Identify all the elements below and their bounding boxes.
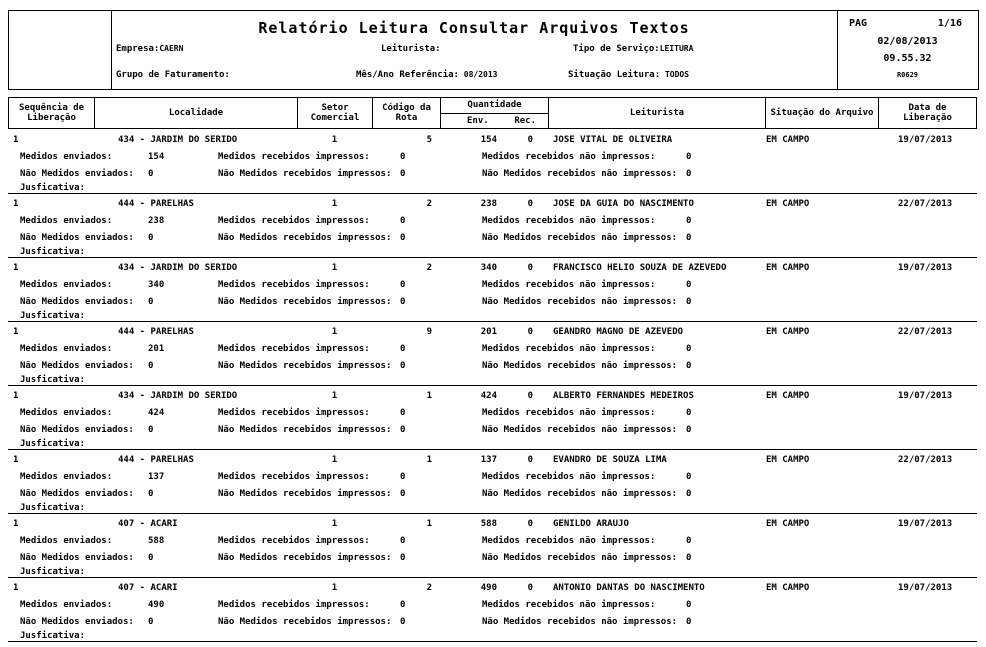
nao-medidos-enviados-label: Não Medidos enviados: — [20, 233, 134, 243]
medidos-enviados-label: Medidos enviados: — [20, 536, 113, 546]
col-codigo-rota: Código da Rota — [373, 98, 441, 128]
localidade-value: 434 - JARDIM DO SERIDO — [118, 391, 238, 401]
medidos-recebidos-impressos-value: 0 — [400, 152, 406, 162]
medidos-enviados-label: Medidos enviados: — [20, 152, 113, 162]
justificativa-label: Jusficativa: — [20, 439, 86, 449]
justificativa-label: Jusficativa: — [20, 247, 86, 257]
nao-medidos-recebidos-impressos-label: Não Medidos recebidos impressos: — [218, 169, 392, 179]
medidos-recebidos-impressos-value: 0 — [400, 216, 406, 226]
grupo-faturamento-label: Grupo de Faturamento: — [116, 70, 230, 80]
nao-medidos-enviados-label: Não Medidos enviados: — [20, 297, 134, 307]
nao-medidos-enviados-label: Não Medidos enviados: — [20, 617, 134, 627]
nao-medidos-enviados-value: 0 — [148, 425, 154, 435]
nao-medidos-recebidos-nao-impressos-value: 0 — [686, 233, 692, 243]
medidos-recebidos-nao-impressos-value: 0 — [686, 408, 692, 418]
medidos-recebidos-nao-impressos-label: Medidos recebidos não impressos: — [482, 536, 656, 546]
medidos-recebidos-impressos-label: Medidos recebidos impressos: — [218, 600, 370, 610]
nao-medidos-recebidos-impressos-label: Não Medidos recebidos impressos: — [218, 553, 392, 563]
localidade-value: 434 - JARDIM DO SERIDO — [118, 135, 238, 145]
rota-value: 5 — [426, 135, 432, 145]
situacao-arquivo-value: EM CAMPO — [766, 199, 810, 209]
nao-medidos-recebidos-nao-impressos-label: Não Medidos recebidos não impressos: — [482, 425, 678, 435]
nao-medidos-recebidos-nao-impressos-value: 0 — [686, 169, 692, 179]
nao-medidos-enviados-value: 0 — [148, 361, 154, 371]
medidos-enviados-value: 588 — [148, 536, 165, 546]
report-time: 09.55.32 — [883, 53, 932, 64]
leiturista-value: JOSE VITAL DE OLIVEIRA — [553, 135, 673, 145]
data-liberacao-value: 19/07/2013 — [898, 263, 953, 273]
nao-medidos-recebidos-impressos-label: Não Medidos recebidos impressos: — [218, 617, 392, 627]
env-value: 490 — [480, 583, 497, 593]
rota-value: 1 — [426, 519, 432, 529]
data-liberacao-value: 22/07/2013 — [898, 455, 953, 465]
report-header — [8, 10, 979, 90]
data-liberacao-value: 19/07/2013 — [898, 519, 953, 529]
nao-medidos-recebidos-nao-impressos-value: 0 — [686, 553, 692, 563]
medidos-recebidos-impressos-label: Medidos recebidos impressos: — [218, 152, 370, 162]
tipo-servico-field — [573, 44, 693, 54]
rota-value: 1 — [426, 391, 432, 401]
data-liberacao-value: 19/07/2013 — [898, 391, 953, 401]
justificativa-label: Jusficativa: — [20, 567, 86, 577]
medidos-enviados-value: 424 — [148, 408, 165, 418]
medidos-recebidos-impressos-label: Medidos recebidos impressos: — [218, 408, 370, 418]
medidos-enviados-label: Medidos enviados: — [20, 408, 113, 418]
pag-label: PAG — [849, 18, 868, 29]
situacao-arquivo-value: EM CAMPO — [766, 135, 810, 145]
rec-value: 0 — [527, 583, 533, 593]
col-situacao-arquivo: Situação do Arquivo — [766, 98, 879, 128]
medidos-recebidos-impressos-value: 0 — [400, 472, 406, 482]
nao-medidos-enviados-label: Não Medidos enviados: — [20, 425, 134, 435]
medidos-recebidos-nao-impressos-value: 0 — [686, 152, 692, 162]
empresa-label: Empresa: — [116, 44, 160, 54]
medidos-recebidos-impressos-label: Medidos recebidos impressos: — [218, 472, 370, 482]
localidade-value: 407 - ACARI — [118, 519, 178, 529]
medidos-recebidos-nao-impressos-value: 0 — [686, 344, 692, 354]
table-row — [8, 322, 977, 386]
col-quantidade: Quantidade Env. Rec. — [441, 98, 549, 128]
env-value: 238 — [480, 199, 497, 209]
mes-ano-field — [356, 70, 498, 80]
situacao-arquivo-value: EM CAMPO — [766, 519, 810, 529]
localidade-value: 434 - JARDIM DO SERIDO — [118, 263, 238, 273]
nao-medidos-enviados-value: 0 — [148, 553, 154, 563]
leiturista-value: GEANDRO MAGNO DE AZEVEDO — [553, 327, 684, 337]
medidos-recebidos-nao-impressos-value: 0 — [686, 600, 692, 610]
nao-medidos-recebidos-nao-impressos-value: 0 — [686, 489, 692, 499]
empresa-value: CAERN — [159, 44, 184, 53]
nao-medidos-recebidos-impressos-value: 0 — [400, 361, 406, 371]
medidos-recebidos-nao-impressos-value: 0 — [686, 216, 692, 226]
medidos-enviados-label: Medidos enviados: — [20, 344, 113, 354]
col-setor-comercial: Setor Comercial — [298, 98, 373, 128]
setor-value: 1 — [331, 583, 338, 593]
nao-medidos-recebidos-impressos-label: Não Medidos recebidos impressos: — [218, 297, 392, 307]
rota-value: 1 — [426, 455, 432, 465]
sequencia-value: 1 — [13, 199, 19, 209]
col-localidade: Localidade — [95, 98, 298, 128]
nao-medidos-recebidos-nao-impressos-label: Não Medidos recebidos não impressos: — [482, 297, 678, 307]
report-title: Relatório Leitura Consultar Arquivos Textos — [258, 19, 690, 37]
leiturista-value: JOSE DA GUIA DO NASCIMENTO — [553, 199, 694, 209]
leiturista-value: ALBERTO FERNANDES MEDEIROS — [553, 391, 694, 401]
nao-medidos-recebidos-nao-impressos-value: 0 — [686, 297, 692, 307]
env-value: 340 — [480, 263, 497, 273]
medidos-recebidos-impressos-value: 0 — [400, 408, 406, 418]
report-code: R0629 — [896, 71, 919, 79]
data-liberacao-value: 19/07/2013 — [898, 135, 953, 145]
col-data-liberacao: Data de Liberação — [903, 103, 952, 123]
sequencia-value: 1 — [13, 391, 19, 401]
col-quantidade-sub — [441, 114, 548, 129]
setor-value: 1 — [331, 199, 338, 209]
situacao-arquivo-value: EM CAMPO — [766, 583, 810, 593]
medidos-recebidos-impressos-value: 0 — [400, 280, 406, 290]
medidos-recebidos-impressos-value: 0 — [400, 600, 406, 610]
nao-medidos-recebidos-nao-impressos-label: Não Medidos recebidos não impressos: — [482, 233, 678, 243]
sequencia-value: 1 — [13, 455, 19, 465]
nao-medidos-recebidos-impressos-label: Não Medidos recebidos impressos: — [218, 361, 392, 371]
mes-ano-value: 08/2013 — [463, 70, 498, 79]
medidos-recebidos-impressos-value: 0 — [400, 344, 406, 354]
tipo-servico-label: Tipo de Serviço: — [573, 44, 660, 54]
situacao-leitura-value: TODOS — [664, 70, 690, 79]
leiturista-value: EVANDRO DE SOUZA LIMA — [553, 455, 667, 465]
justificativa-label: Jusficativa: — [20, 183, 86, 193]
medidos-recebidos-impressos-label: Medidos recebidos impressos: — [218, 536, 370, 546]
data-liberacao-value: 19/07/2013 — [898, 583, 953, 593]
page-info-box — [837, 11, 978, 89]
report-rows — [8, 130, 977, 642]
rota-value: 2 — [426, 199, 432, 209]
medidos-enviados-value: 137 — [148, 472, 165, 482]
col-rec: Rec. — [514, 115, 536, 126]
table-row — [8, 130, 977, 194]
setor-value: 1 — [331, 327, 338, 337]
medidos-recebidos-nao-impressos-value: 0 — [686, 536, 692, 546]
rota-value: 2 — [426, 263, 432, 273]
rec-value: 0 — [527, 519, 533, 529]
setor-value: 1 — [331, 391, 338, 401]
justificativa-label: Jusficativa: — [20, 375, 86, 385]
table-row — [8, 514, 977, 578]
localidade-value: 444 - PARELHAS — [118, 199, 194, 209]
col-leiturista: Leiturista — [549, 98, 766, 128]
nao-medidos-recebidos-impressos-label: Não Medidos recebidos impressos: — [218, 489, 392, 499]
nao-medidos-recebidos-nao-impressos-label: Não Medidos recebidos não impressos: — [482, 169, 678, 179]
rec-value: 0 — [527, 327, 533, 337]
medidos-recebidos-nao-impressos-value: 0 — [686, 472, 692, 482]
rec-value: 0 — [527, 199, 533, 209]
situacao-arquivo-value: EM CAMPO — [766, 391, 810, 401]
situacao-arquivo-value: EM CAMPO — [766, 263, 810, 273]
medidos-enviados-value: 201 — [148, 344, 165, 354]
nao-medidos-enviados-value: 0 — [148, 489, 154, 499]
nao-medidos-recebidos-impressos-value: 0 — [400, 553, 406, 563]
nao-medidos-enviados-value: 0 — [148, 297, 154, 307]
report-date: 02/08/2013 — [877, 36, 938, 47]
medidos-recebidos-impressos-label: Medidos recebidos impressos: — [218, 216, 370, 226]
situacao-leitura-field — [568, 70, 689, 80]
nao-medidos-recebidos-nao-impressos-label: Não Medidos recebidos não impressos: — [482, 617, 678, 627]
medidos-recebidos-impressos-label: Medidos recebidos impressos: — [218, 344, 370, 354]
leiturista-label: Leiturista: — [381, 44, 441, 54]
medidos-enviados-label: Medidos enviados: — [20, 216, 113, 226]
medidos-recebidos-nao-impressos-label: Medidos recebidos não impressos: — [482, 600, 656, 610]
table-row — [8, 450, 977, 514]
nao-medidos-recebidos-impressos-value: 0 — [400, 617, 406, 627]
table-row — [8, 386, 977, 450]
rota-value: 9 — [426, 327, 432, 337]
empresa-field — [116, 44, 183, 54]
rec-value: 0 — [527, 263, 533, 273]
nao-medidos-recebidos-impressos-value: 0 — [400, 425, 406, 435]
nao-medidos-enviados-label: Não Medidos enviados: — [20, 169, 134, 179]
sequencia-value: 1 — [13, 135, 19, 145]
rec-value: 0 — [527, 135, 533, 145]
medidos-recebidos-nao-impressos-label: Medidos recebidos não impressos: — [482, 280, 656, 290]
medidos-enviados-label: Medidos enviados: — [20, 472, 113, 482]
nao-medidos-enviados-label: Não Medidos enviados: — [20, 361, 134, 371]
nao-medidos-enviados-value: 0 — [148, 233, 154, 243]
medidos-enviados-value: 154 — [148, 152, 165, 162]
sequencia-value: 1 — [13, 519, 19, 529]
setor-value: 1 — [331, 135, 338, 145]
env-value: 154 — [480, 135, 497, 145]
nao-medidos-recebidos-impressos-value: 0 — [400, 169, 406, 179]
medidos-recebidos-nao-impressos-label: Medidos recebidos não impressos: — [482, 408, 656, 418]
medidos-recebidos-impressos-label: Medidos recebidos impressos: — [218, 280, 370, 290]
medidos-recebidos-nao-impressos-label: Medidos recebidos não impressos: — [482, 152, 656, 162]
nao-medidos-enviados-value: 0 — [148, 169, 154, 179]
nao-medidos-recebidos-nao-impressos-label: Não Medidos recebidos não impressos: — [482, 553, 678, 563]
sequencia-value: 1 — [13, 583, 19, 593]
pag-value: 1/16 — [937, 18, 962, 29]
mes-ano-label: Mês/Ano Referência: — [356, 70, 459, 80]
col-sequencia: Sequência de Liberação — [9, 98, 95, 128]
rota-value: 2 — [426, 583, 432, 593]
rec-value: 0 — [527, 391, 533, 401]
localidade-value: 444 - PARELHAS — [118, 455, 194, 465]
situacao-arquivo-value: EM CAMPO — [766, 327, 810, 337]
leiturista-value: ANTONIO DANTAS DO NASCIMENTO — [553, 583, 705, 593]
nao-medidos-enviados-value: 0 — [148, 617, 154, 627]
setor-value: 1 — [331, 519, 338, 529]
nao-medidos-recebidos-nao-impressos-value: 0 — [686, 425, 692, 435]
nao-medidos-recebidos-nao-impressos-label: Não Medidos recebidos não impressos: — [482, 361, 678, 371]
env-value: 424 — [480, 391, 497, 401]
localidade-value: 407 - ACARI — [118, 583, 178, 593]
data-liberacao-value: 22/07/2013 — [898, 199, 953, 209]
rec-value: 0 — [527, 455, 533, 465]
table-row — [8, 578, 977, 642]
nao-medidos-recebidos-nao-impressos-value: 0 — [686, 617, 692, 627]
col-env: Env. — [467, 115, 489, 126]
tipo-servico-value: LEITURA — [659, 44, 694, 53]
table-row — [8, 194, 977, 258]
medidos-recebidos-impressos-value: 0 — [400, 536, 406, 546]
sequencia-value: 1 — [13, 263, 19, 273]
nao-medidos-recebidos-nao-impressos-value: 0 — [686, 361, 692, 371]
env-value: 588 — [480, 519, 497, 529]
justificativa-label: Jusficativa: — [20, 631, 86, 641]
nao-medidos-recebidos-impressos-label: Não Medidos recebidos impressos: — [218, 233, 392, 243]
medidos-enviados-value: 490 — [148, 600, 165, 610]
nao-medidos-recebidos-impressos-value: 0 — [400, 297, 406, 307]
situacao-leitura-label: Situação Leitura: — [568, 70, 661, 80]
nao-medidos-recebidos-impressos-value: 0 — [400, 489, 406, 499]
env-value: 201 — [480, 327, 497, 337]
medidos-enviados-value: 238 — [148, 216, 165, 226]
sequencia-value: 1 — [13, 327, 19, 337]
nao-medidos-recebidos-impressos-value: 0 — [400, 233, 406, 243]
leiturista-value: GENILDO ARAUJO — [553, 519, 629, 529]
medidos-enviados-label: Medidos enviados: — [20, 600, 113, 610]
medidos-recebidos-nao-impressos-label: Medidos recebidos não impressos: — [482, 216, 656, 226]
page-number-row — [837, 18, 978, 29]
medidos-recebidos-nao-impressos-label: Medidos recebidos não impressos: — [482, 472, 656, 482]
justificativa-label: Jusficativa: — [20, 311, 86, 321]
nao-medidos-recebidos-impressos-label: Não Medidos recebidos impressos: — [218, 425, 392, 435]
table-header — [8, 97, 977, 129]
env-value: 137 — [480, 455, 497, 465]
table-row — [8, 258, 977, 322]
nao-medidos-enviados-label: Não Medidos enviados: — [20, 489, 134, 499]
justificativa-label: Jusficativa: — [20, 503, 86, 513]
medidos-enviados-label: Medidos enviados: — [20, 280, 113, 290]
data-liberacao-value: 22/07/2013 — [898, 327, 953, 337]
medidos-recebidos-nao-impressos-value: 0 — [686, 280, 692, 290]
leiturista-value: FRANCISCO HELIO SOUZA DE AZEVEDO — [553, 263, 727, 273]
nao-medidos-recebidos-nao-impressos-label: Não Medidos recebidos não impressos: — [482, 489, 678, 499]
nao-medidos-enviados-label: Não Medidos enviados: — [20, 553, 134, 563]
setor-value: 1 — [331, 263, 338, 273]
medidos-recebidos-nao-impressos-label: Medidos recebidos não impressos: — [482, 344, 656, 354]
situacao-arquivo-value: EM CAMPO — [766, 455, 810, 465]
localidade-value: 444 - PARELHAS — [118, 327, 194, 337]
setor-value: 1 — [331, 455, 338, 465]
medidos-enviados-value: 340 — [148, 280, 165, 290]
